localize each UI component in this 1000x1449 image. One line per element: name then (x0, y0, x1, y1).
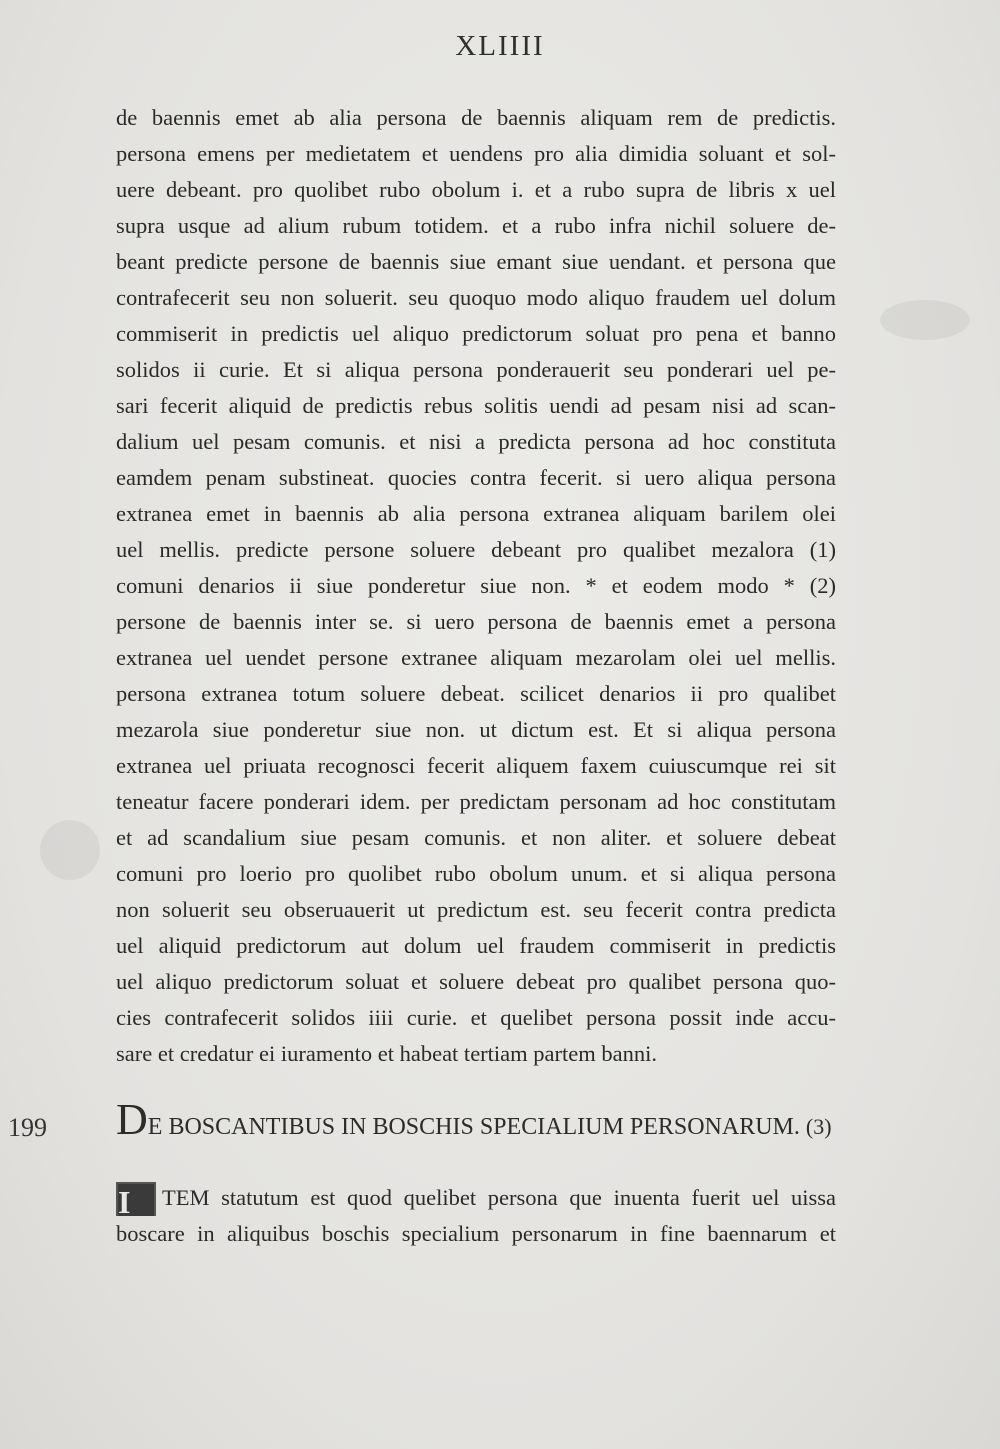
text-line: et ad scandalium siue pesam comunis. et non aliter. et soluere debeat (116, 825, 836, 850)
text-line: contrafecerit seu non soluerit. seu quoquo modo aliquo fraudem uel dolum (116, 285, 836, 310)
text-line: teneatur facere ponderari idem. per predictam personam ad hoc constitutam (116, 789, 836, 814)
text-line: de baennis emet ab alia persona de baennis aliquam rem de predictis. (116, 105, 836, 130)
first-word: TEM (162, 1185, 210, 1210)
paper-stain (40, 820, 100, 880)
text-line: uel aliquo predictorum soluat et soluere debeat pro qualibet persona quo- (116, 969, 836, 994)
text-line: uel mellis. predicte persone soluere debeant pro qualibet mezalora (1) (116, 537, 836, 562)
paper-stain (880, 300, 970, 340)
heading-initial: D (116, 1095, 148, 1144)
text-line: dalium uel pesam comunis. et nisi a predicta persona ad hoc constituta (116, 429, 836, 454)
text-line: persone de baennis inter se. si uero persona de baennis emet a persona (116, 609, 836, 634)
para2-line1-text: statutum est quod quelibet persona que inuenta fuerit uel uissa (221, 1185, 836, 1210)
text-line: commiserit in predictis uel aliquo predictorum soluat pro pena et banno (116, 321, 836, 346)
text-line: eamdem penam substineat. quocies contra fecerit. si uero aliqua persona (116, 465, 836, 490)
text-line: uere debeant. pro quolibet rubo obolum i. et a rubo supra de libris x uel (116, 177, 836, 202)
para2-line: boscare in aliquibus boschis specialium personarum in fine baennarum et (116, 1221, 836, 1246)
text-line: beant predicte persone de baennis siue emant siue uendant. et persona que (116, 249, 836, 274)
main-paragraph (116, 100, 836, 1072)
text-line: extranea uel priuata recognosci fecerit aliquem faxem cuiuscumque rei sit (116, 753, 836, 778)
page-number: XLIIII (455, 30, 545, 62)
text-line: non soluerit seu obseruauerit ut predictum est. seu fecerit contra predicta (116, 897, 836, 922)
para2-line (116, 1180, 836, 1216)
heading-note: (3) (805, 1114, 832, 1139)
section-number: 199 (8, 1113, 47, 1142)
text-line: sari fecerit aliquid de predictis rebus solitis uendi ad pesam nisi ad scan- (116, 393, 836, 418)
text-line: extranea emet in baennis ab alia persona extranea aliquam barilem olei (116, 501, 836, 526)
text-line: persona extranea totum soluere debeat. scilicet denarios ii pro qualibet (116, 681, 836, 706)
text-line: sare et credatur ei iuramento et habeat tertiam partem banni. (116, 1041, 657, 1066)
text-line: solidos ii curie. Et si aliqua persona ponderauerit seu ponderari uel pe- (116, 357, 836, 382)
text-line: cies contrafecerit solidos iiii curie. et quelibet persona possit inde accu- (116, 1005, 836, 1030)
heading-text: E BOSCANTIBUS IN BOSCHIS SPECIALIUM PERSONARUM. (147, 1114, 800, 1140)
second-paragraph (116, 1180, 836, 1252)
section-heading (116, 1095, 846, 1148)
text-line: persona emens per medietatem et uendens pro alia dimidia soluant et sol- (116, 141, 836, 166)
text-line: supra usque ad alium rubum totidem. et a rubo infra nichil soluere de- (116, 213, 836, 238)
text-line: mezarola siue ponderetur siue non. ut dictum est. Et si aliqua persona (116, 717, 836, 742)
text-line: extranea uel uendet persone extranee aliquam mezarolam olei uel mellis. (116, 645, 836, 670)
text-line: uel aliquid predictorum aut dolum uel fraudem commiserit in predictis (116, 933, 836, 958)
dropcap-initial: I (116, 1182, 156, 1216)
text-line: comuni denarios ii siue ponderetur siue non. * et eodem modo * (2) (116, 573, 836, 598)
text-line: comuni pro loerio pro quolibet rubo obolum unum. et si aliqua persona (116, 861, 836, 886)
